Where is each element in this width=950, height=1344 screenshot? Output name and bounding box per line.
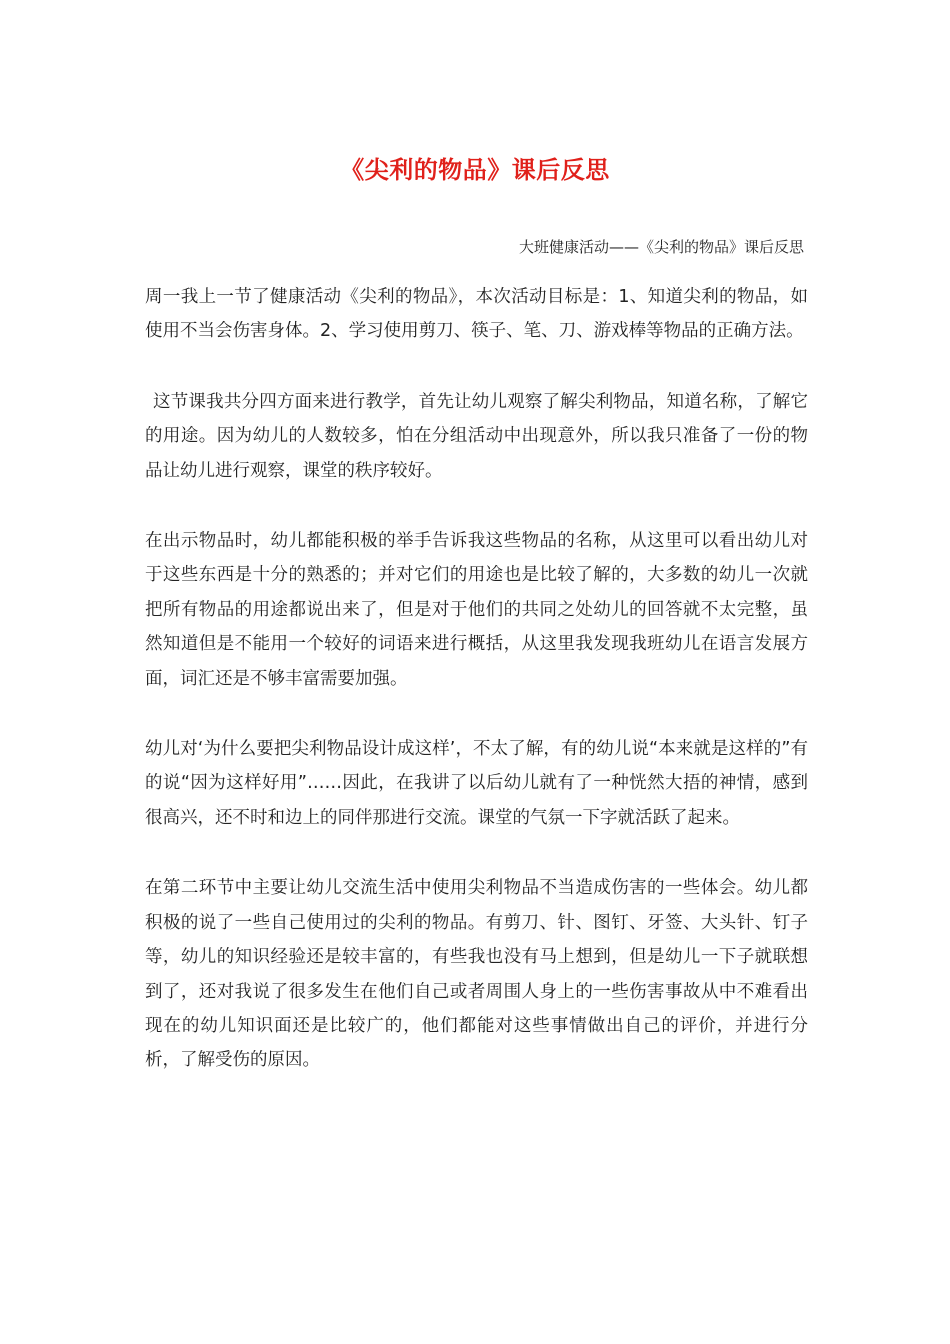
document-body (145, 280, 808, 1114)
document-subtitle: 大班健康活动——《尖利的物品》课后反思 (518, 238, 804, 256)
paragraph-2: 这节课我共分四方面来进行教学，首先让幼儿观察了解尖利物品，知道名称，了解它的用途。因为幼儿的人数较多，怕在分组活动中出现意外，所以我只准备了一份的物品让幼儿进行观察，课堂的秩序较好。 (145, 391, 808, 481)
paragraph-4: 幼儿对‘为什么要把尖利物品设计成这样’，不太了解，有的幼儿说“本来就是这样的”有的说“因为这样好用”……因此，在我讲了以后幼儿就有了一种恍然大捂的神情，感到很高兴，还不时和边上的同伴那进行交流。课堂的气氛一下字就活跃了起来。 (145, 739, 808, 828)
paragraph-3: 在出示物品时，幼儿都能积极的举手告诉我这些物品的名称，从这里可以看出幼儿对于这些东西是十分的熟悉的；并对它们的用途也是比较了解的，大多数的幼儿一次就把所有物品的用途都说出来了，但是对于他们的共同之处幼儿的回答就不太完整，虽然知道但是不能用一个较好的词语来进行概括，从这里我发现我班幼儿在语言发展方面，词汇还是不够丰富需要加强。 (145, 531, 808, 689)
document-title: 《尖利的物品》课后反思 (340, 156, 610, 184)
paragraph-5: 在第二环节中主要让幼儿交流生活中使用尖利物品不当造成伤害的一些体会。幼儿都积极的说了一些自己使用过的尖利的物品。有剪刀、针、图钉、牙签、大头针、钉子等，幼儿的知识经验还是较丰富的，有些我也没有马上想到，但是幼儿一下子就联想到了，还对我说了很多发生在他们自己或者周围人身上的一些伤害事故从中不难看出现在的幼儿知识面还是比较广的，他们都能对这些事情做出自己的评价，并进行分析，了解受伤的原因。 (145, 878, 808, 1071)
paragraph-1: 周一我上一节了健康活动《尖利的物品》，本次活动目标是：1、知道尖利的物品，如使用不当会伤害身体。2、学习使用剪刀、筷子、笔、刀、游戏棒等物品的正确方法。 (145, 287, 808, 342)
